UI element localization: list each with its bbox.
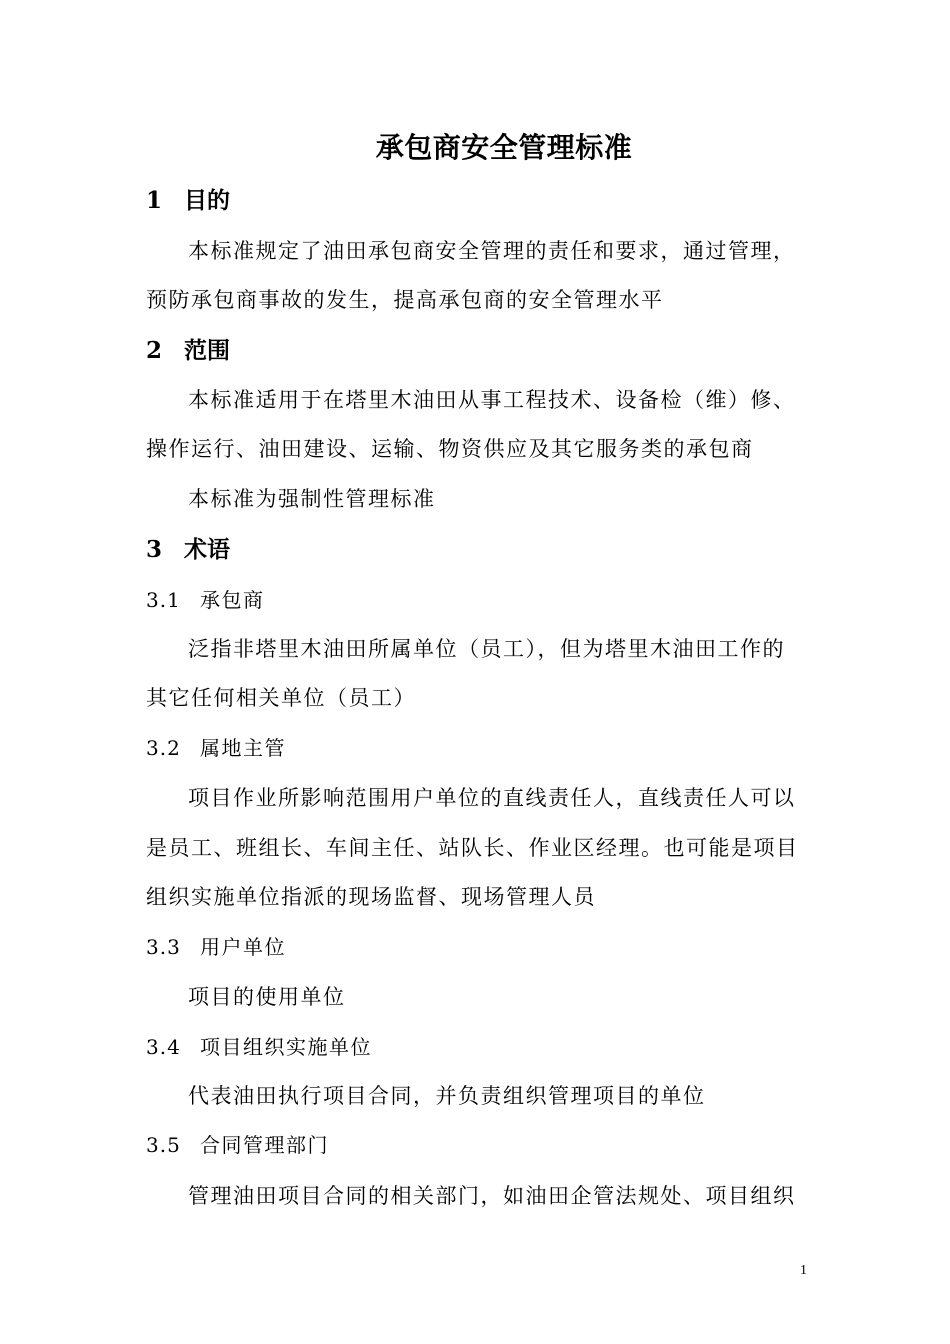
section-title: 目的 (184, 187, 230, 214)
paragraph-line: 项目的使用单位 (188, 985, 346, 1009)
paragraph-line: 管理油田项目合同的相关部门，如油田企管法规处、项目组织 (188, 1184, 796, 1208)
section-heading-purpose (146, 185, 230, 217)
page-number: 1 (800, 1263, 807, 1278)
term-heading-implementing-unit (146, 1032, 372, 1062)
term-number: 3.2 (146, 736, 181, 760)
term-name: 用户单位 (200, 935, 286, 959)
term-number: 3.4 (146, 1035, 181, 1059)
section-heading-terms (146, 534, 230, 566)
term-number: 3.3 (146, 935, 181, 959)
paragraph-line: 是员工、班组长、车间主任、站队长、作业区经理。也可能是项目 (146, 836, 799, 860)
paragraph-line: 其它任何相关单位（员工） (146, 686, 416, 710)
paragraph-line: 泛指非塔里木油田所属单位（员工），但为塔里木油田工作的 (188, 637, 785, 661)
paragraph-line: 本标准规定了油田承包商安全管理的责任和要求，通过管理， (188, 239, 796, 263)
term-name: 属地主管 (200, 736, 286, 760)
term-heading-contractor (146, 585, 265, 615)
term-heading-territorial-supervisor (146, 733, 286, 763)
term-name: 承包商 (200, 588, 265, 612)
section-heading-scope (146, 335, 230, 367)
paragraph-line: 本标准适用于在塔里木油田从事工程技术、设备检（维）修、 (188, 388, 796, 412)
term-name: 合同管理部门 (200, 1133, 329, 1157)
document-title: 承包商安全管理标准 (375, 131, 633, 164)
section-title: 术语 (184, 536, 230, 563)
paragraph-line: 项目作业所影响范围用户单位的直线责任人，直线责任人可以 (188, 786, 796, 810)
term-number: 3.5 (146, 1133, 181, 1157)
paragraph-line: 组织实施单位指派的现场监督、现场管理人员 (146, 885, 596, 909)
term-number: 3.1 (146, 588, 181, 612)
paragraph-line: 本标准为强制性管理标准 (188, 487, 436, 511)
section-number: 1 (146, 187, 163, 214)
paragraph-line: 代表油田执行项目合同，并负责组织管理项目的单位 (188, 1084, 706, 1108)
section-title: 范围 (184, 337, 230, 364)
term-heading-user-unit (146, 932, 286, 962)
section-number: 2 (146, 337, 163, 364)
section-number: 3 (146, 536, 163, 563)
paragraph-line: 预防承包商事故的发生，提高承包商的安全管理水平 (146, 288, 664, 312)
paragraph-line: 操作运行、油田建设、运输、物资供应及其它服务类的承包商 (146, 437, 754, 461)
term-heading-contract-dept (146, 1130, 329, 1160)
term-name: 项目组织实施单位 (200, 1035, 372, 1059)
